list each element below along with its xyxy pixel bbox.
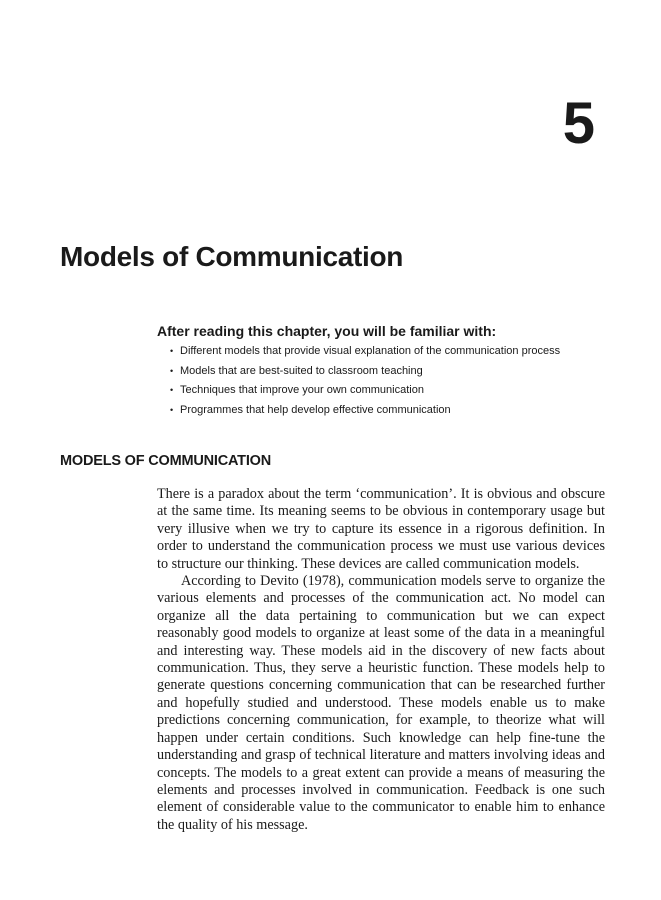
section-body <box>157 486 605 834</box>
objective-item: • Techniques that improve your own communication <box>170 381 607 401</box>
learning-objectives <box>157 322 607 420</box>
section-heading: MODELS OF COMMUNICATION <box>60 453 272 469</box>
body-paragraph: There is a paradox about the term ‘communication’. It is obvious and obscure at the same time. Its meaning seems to be obvious in contemporary usage but very illusive when we try to capture its essence in a rigorous definition. In order to understand the communication process we must use various devices to structure our thinking. These devices are called communication models. <box>157 486 605 572</box>
objective-item: • Programmes that help develop effective communication <box>170 401 607 421</box>
body-paragraph: According to Devito (1978), communication models serve to organize the various elements and processes of the communication act. No model can organize all the data pertaining to communication but we can expect reasonably good models to organize at least some of the data in a meaningful and interesting way. These models aid in the discovery of new facts about communication. Thus, they serve a heuristic function. These models help to generate questions concerning communication that can be researched further and hopefully studied and understood. These models enable us to make predictions concerning communication, for example, to theorize what will happen under certain conditions. Such knowledge can help fine-tune the understanding and grasp of technical literature and matters involving ideas and concepts. The models to a great extent can provide a means of measuring the elements and processes involved in communication. Feedback is one such element of considerable value to the communicator to enable him to enhance the quality of his message. <box>157 573 605 833</box>
chapter-title: Models of Communication <box>60 241 404 272</box>
objective-item: • Models that are best-suited to classroom teaching <box>170 362 607 382</box>
objectives-heading: After reading this chapter, you will be familiar with: <box>157 323 497 339</box>
objective-item: • Different models that provide visual explanation of the communication process <box>170 342 607 362</box>
objectives-list <box>157 342 607 420</box>
chapter-number: 5 <box>562 91 595 156</box>
